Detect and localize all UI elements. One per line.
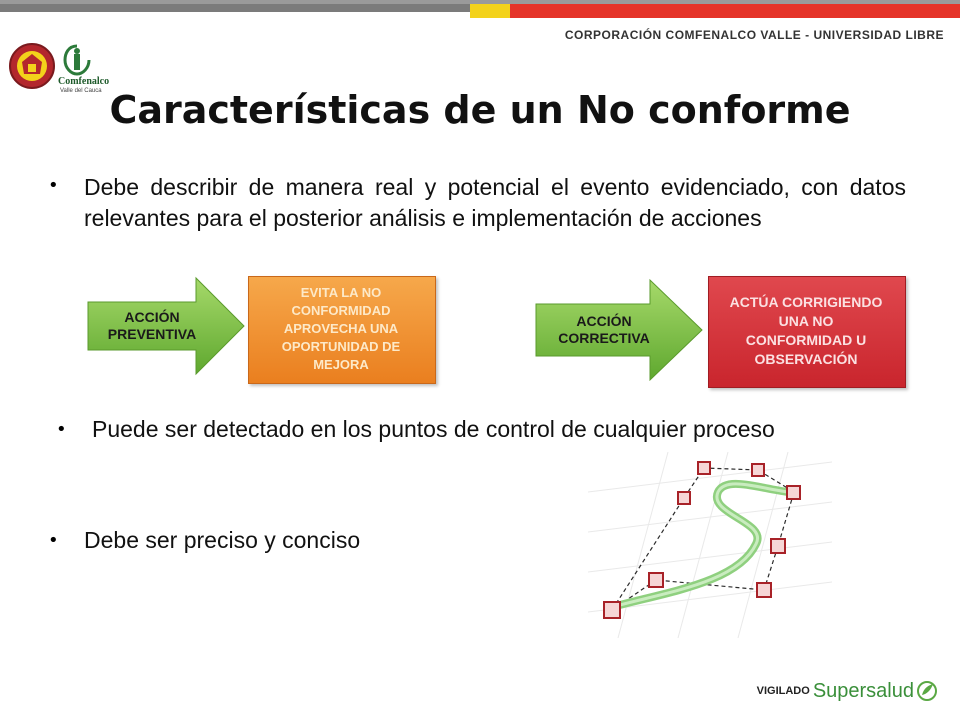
- corrective-arrow-label-line1: ACCIÓN: [576, 313, 632, 329]
- supersalud-logo: [757, 678, 938, 704]
- preventive-box-line3: APROVECHA UNA: [283, 321, 399, 336]
- preventive-arrow-label-line2: PREVENTIVA: [107, 326, 197, 342]
- preventive-arrow-label: [92, 302, 212, 350]
- bullet-2: Puede ser detectado en los puntos de control de cualquier proceso: [92, 416, 775, 442]
- comfenalco-logo-sub: Valle del Cauca: [60, 88, 102, 94]
- control-points-illustration: [588, 452, 832, 638]
- corrective-box-line4: OBSERVACIÓN: [754, 351, 858, 367]
- supersalud-leaf-icon: [916, 678, 938, 704]
- corrective-box-line1: ACTÚA CORRIGIENDO: [729, 294, 883, 310]
- bullet-dot: •: [48, 530, 59, 551]
- slide-title: Características de un No conforme: [109, 88, 851, 132]
- preventive-box-text: [248, 276, 434, 382]
- supersalud-brand: Supersalud: [812, 679, 914, 702]
- corrective-box-text: [708, 276, 904, 386]
- bullet-dot: •: [56, 419, 67, 440]
- preventive-box-line2: CONFORMIDAD: [291, 303, 391, 318]
- universidad-libre-logo: [8, 40, 56, 92]
- corrective-box-line3: CONFORMIDAD U: [745, 332, 867, 348]
- preventive-box-line4: OPORTUNIDAD DE: [281, 339, 401, 354]
- corrective-box-line2: UNA NO: [778, 313, 834, 329]
- preventive-box-line1: EVITA LA NO: [300, 285, 382, 300]
- preventive-box-line5: MEJORA: [313, 357, 369, 372]
- corrective-arrow-label-line2: CORRECTIVA: [558, 330, 650, 346]
- corrective-arrow-label: [542, 306, 666, 354]
- preventive-arrow-label-line1: ACCIÓN: [124, 309, 180, 325]
- bullet-3: Debe ser preciso y conciso: [84, 527, 361, 553]
- org-title: CORPORACIÓN COMFENALCO VALLE - UNIVERSIDAD LIBRE: [564, 28, 944, 42]
- vigilado-label: VIGILADO: [756, 685, 810, 697]
- comfenalco-logo-name: Comfenalco: [58, 76, 110, 87]
- top-color-bar: [0, 0, 960, 20]
- comfenalco-logo: [62, 44, 92, 76]
- bullet-1: Debe describir de manera real y potencial el evento evidenciado, con datos relevantes para el posterior análisis e implementación de acciones: [84, 174, 906, 231]
- bullet-dot: •: [48, 175, 59, 196]
